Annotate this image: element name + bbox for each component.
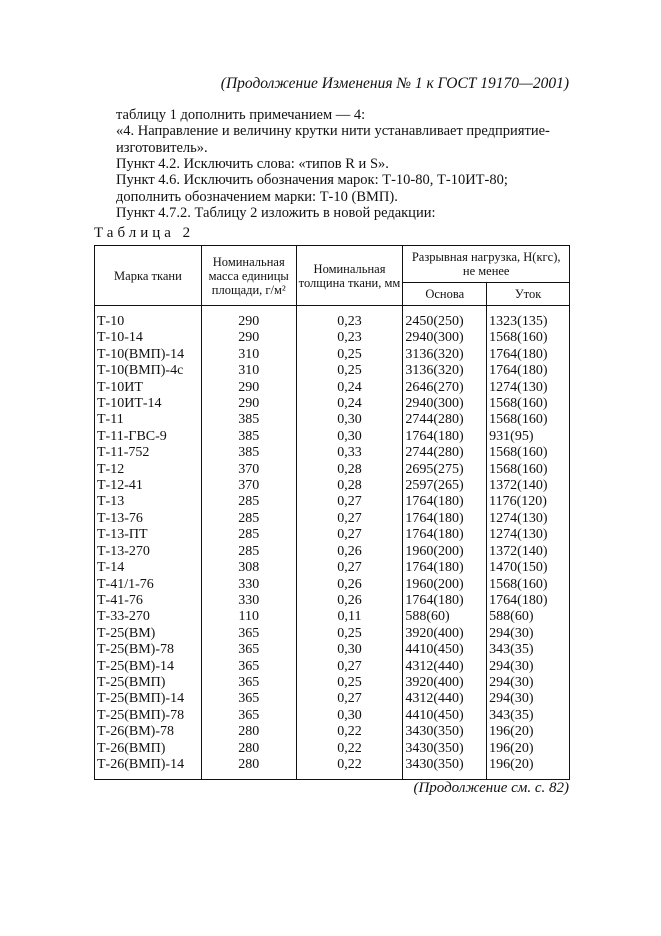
table-cell: 0,28 — [296, 462, 403, 478]
table-cell: 0,28 — [296, 478, 403, 494]
table-cell: 285 — [201, 527, 296, 543]
fabric-table — [94, 245, 570, 780]
table-cell: 2940(300) — [403, 330, 487, 346]
table-cell: 196(20) — [487, 757, 570, 780]
header-mark: Марка ткани — [95, 246, 202, 306]
paragraph-note-addition: таблицу 1 дополнить примечанием — 4: — [116, 107, 366, 123]
table-cell: 0,22 — [296, 724, 403, 740]
table-cell: 294(30) — [487, 626, 570, 642]
table-row — [95, 577, 570, 593]
table-row — [95, 445, 570, 461]
table-cell: 1323(135) — [487, 306, 570, 331]
table-cell: 1764(180) — [403, 593, 487, 609]
table-cell: 0,30 — [296, 429, 403, 445]
table-cell: 310 — [201, 363, 296, 379]
table-cell: 3430(350) — [403, 724, 487, 740]
table-cell: 330 — [201, 577, 296, 593]
table-cell: 1960(200) — [403, 577, 487, 593]
table-cell: 294(30) — [487, 659, 570, 675]
table-cell: Т-11-ГВС-9 — [95, 429, 202, 445]
table-cell: 385 — [201, 445, 296, 461]
table-cell: 385 — [201, 429, 296, 445]
table-cell: Т-10-14 — [95, 330, 202, 346]
table-cell: 290 — [201, 306, 296, 331]
header-thickness: Номинальная толщина ткани, мм — [296, 246, 403, 306]
table-cell: Т-11-752 — [95, 445, 202, 461]
table-cell: Т-13-ПТ — [95, 527, 202, 543]
table-row — [95, 363, 570, 379]
table-row — [95, 412, 570, 428]
table-row — [95, 626, 570, 642]
header-weft: Уток — [487, 283, 570, 306]
table-row — [95, 659, 570, 675]
table-row — [95, 347, 570, 363]
table-cell: 294(30) — [487, 691, 570, 707]
table-cell: 3136(320) — [403, 363, 487, 379]
table-cell: 1764(180) — [487, 347, 570, 363]
table-cell: 110 — [201, 609, 296, 625]
table-cell: 1764(180) — [403, 560, 487, 576]
table-cell: Т-10ИТ-14 — [95, 396, 202, 412]
table-cell: 330 — [201, 593, 296, 609]
table-cell: 343(35) — [487, 708, 570, 724]
table-cell: 0,23 — [296, 330, 403, 346]
table-row — [95, 396, 570, 412]
table-cell: Т-41/1-76 — [95, 577, 202, 593]
table-cell: 365 — [201, 626, 296, 642]
table-row — [95, 330, 570, 346]
table-cell: 290 — [201, 396, 296, 412]
table-row — [95, 478, 570, 494]
paragraph-clause-4-7-2: Пункт 4.7.2. Таблицу 2 изложить в новой редакции: — [116, 205, 436, 221]
table-cell: Т-14 — [95, 560, 202, 576]
table-cell: 0,25 — [296, 626, 403, 642]
table-cell: 196(20) — [487, 724, 570, 740]
table-cell: 4312(440) — [403, 659, 487, 675]
table-cell: 1274(130) — [487, 527, 570, 543]
table-cell: 3920(400) — [403, 626, 487, 642]
table-row — [95, 511, 570, 527]
table-cell: 280 — [201, 724, 296, 740]
table-cell: 2695(275) — [403, 462, 487, 478]
table-cell: 0,30 — [296, 708, 403, 724]
table-cell: 1372(140) — [487, 544, 570, 560]
table-cell: 385 — [201, 412, 296, 428]
table-cell: Т-13-270 — [95, 544, 202, 560]
paragraph-note-text: «4. Направление и величину крутки нити устанавливает предприятие-изготовитель». — [116, 123, 550, 156]
table-cell: 1568(160) — [487, 462, 570, 478]
table-cell: Т-25(ВМ) — [95, 626, 202, 642]
table-cell: 931(95) — [487, 429, 570, 445]
table-cell: 0,27 — [296, 691, 403, 707]
table-cell: 294(30) — [487, 675, 570, 691]
table-cell: Т-12 — [95, 462, 202, 478]
table-cell: 0,30 — [296, 642, 403, 658]
table-cell: Т-25(ВМП)-14 — [95, 691, 202, 707]
table-row — [95, 544, 570, 560]
table-row — [95, 527, 570, 543]
table-cell: 290 — [201, 330, 296, 346]
table-cell: 3430(350) — [403, 757, 487, 780]
table-cell: 1274(130) — [487, 511, 570, 527]
table-cell: 285 — [201, 494, 296, 510]
table-cell: 0,26 — [296, 544, 403, 560]
table-cell: 0,25 — [296, 347, 403, 363]
table-cell: 365 — [201, 708, 296, 724]
table-cell: Т-10(ВМП)-14 — [95, 347, 202, 363]
table-cell: 1568(160) — [487, 412, 570, 428]
table-cell: 0,27 — [296, 494, 403, 510]
table-cell: 4410(450) — [403, 642, 487, 658]
table-cell: 1372(140) — [487, 478, 570, 494]
table-cell: 0,22 — [296, 741, 403, 757]
table-cell: 280 — [201, 741, 296, 757]
table-cell: 365 — [201, 642, 296, 658]
table-cell: 365 — [201, 691, 296, 707]
table-cell: Т-10(ВМП)-4с — [95, 363, 202, 379]
table-cell: 0,26 — [296, 577, 403, 593]
table-cell: 0,33 — [296, 445, 403, 461]
table-cell: 0,25 — [296, 363, 403, 379]
table-cell: 1176(120) — [487, 494, 570, 510]
table-cell: 343(35) — [487, 642, 570, 658]
table-cell: 1568(160) — [487, 396, 570, 412]
paragraph-clause-4-2: Пункт 4.2. Исключить слова: «типов R и S». — [116, 156, 389, 172]
table-cell: 1274(130) — [487, 380, 570, 396]
table-row — [95, 462, 570, 478]
table-row — [95, 593, 570, 609]
table-cell: 0,23 — [296, 306, 403, 331]
table-row — [95, 741, 570, 757]
table-cell: Т-11 — [95, 412, 202, 428]
table-row — [95, 560, 570, 576]
header-mass: Номинальная масса единицы площади, г/м² — [201, 246, 296, 306]
table-row — [95, 642, 570, 658]
table-cell: Т-10ИТ — [95, 380, 202, 396]
table-cell: 1764(180) — [487, 363, 570, 379]
table-cell: 0,27 — [296, 527, 403, 543]
table-cell: Т-26(ВМП) — [95, 741, 202, 757]
header-breaking-load: Разрывная нагрузка, Н(кгс), не менее — [403, 246, 570, 283]
table-cell: Т-26(ВМ)-78 — [95, 724, 202, 740]
table-cell: 285 — [201, 544, 296, 560]
table-cell: 2744(280) — [403, 445, 487, 461]
table-cell: 1764(180) — [403, 511, 487, 527]
table-cell: Т-25(ВМ)-14 — [95, 659, 202, 675]
table-row — [95, 724, 570, 740]
table-cell: 2597(265) — [403, 478, 487, 494]
table-cell: 370 — [201, 462, 296, 478]
table-cell: 285 — [201, 511, 296, 527]
table-cell: 0,25 — [296, 675, 403, 691]
table-cell: Т-25(ВМ)-78 — [95, 642, 202, 658]
table-row — [95, 691, 570, 707]
table-row — [95, 306, 570, 331]
table-cell: Т-13 — [95, 494, 202, 510]
table-cell: 365 — [201, 675, 296, 691]
table-cell: Т-12-41 — [95, 478, 202, 494]
table-cell: 0,24 — [296, 396, 403, 412]
table-cell: 1764(180) — [487, 593, 570, 609]
table-cell: 2646(270) — [403, 380, 487, 396]
table-cell: 0,26 — [296, 593, 403, 609]
table-cell: 1960(200) — [403, 544, 487, 560]
table-cell: 370 — [201, 478, 296, 494]
table-cell: 0,22 — [296, 757, 403, 780]
table-cell: Т-13-76 — [95, 511, 202, 527]
table-body — [95, 306, 570, 780]
table-cell: 1764(180) — [403, 527, 487, 543]
table-row — [95, 675, 570, 691]
table-cell: 365 — [201, 659, 296, 675]
table-cell: 4312(440) — [403, 691, 487, 707]
table-cell: 3136(320) — [403, 347, 487, 363]
table-row — [95, 380, 570, 396]
table-cell: 308 — [201, 560, 296, 576]
paragraph-clause-4-6: Пункт 4.6. Исключить обозначения марок: Т-10-80, Т-10ИТ-80; дополнить обозначением марки: Т-10 (ВМП). — [116, 172, 508, 205]
table-row — [95, 757, 570, 780]
table-cell: 1764(180) — [403, 494, 487, 510]
table-cell: 0,27 — [296, 659, 403, 675]
header-warp: Основа — [403, 283, 487, 306]
table-cell: 0,24 — [296, 380, 403, 396]
table-row — [95, 429, 570, 445]
table-cell: 1568(160) — [487, 330, 570, 346]
table-cell: 4410(450) — [403, 708, 487, 724]
table-row — [95, 494, 570, 510]
table-cell: 1568(160) — [487, 445, 570, 461]
table-cell: 280 — [201, 757, 296, 780]
table-cell: 3920(400) — [403, 675, 487, 691]
table-cell: Т-26(ВМП)-14 — [95, 757, 202, 780]
table-cell: 2450(250) — [403, 306, 487, 331]
table-row — [95, 609, 570, 625]
table-cell: 2940(300) — [403, 396, 487, 412]
table-cell: 588(60) — [403, 609, 487, 625]
table-row — [95, 708, 570, 724]
table-cell: 290 — [201, 380, 296, 396]
table-cell: Т-25(ВМП) — [95, 675, 202, 691]
table-cell: 196(20) — [487, 741, 570, 757]
table-cell: 0,11 — [296, 609, 403, 625]
table-cell: 0,27 — [296, 511, 403, 527]
table-cell: 1470(150) — [487, 560, 570, 576]
table-cell: 0,30 — [296, 412, 403, 428]
table-cell: Т-25(ВМП)-78 — [95, 708, 202, 724]
table-cell: 1764(180) — [403, 429, 487, 445]
table-cell: Т-41-76 — [95, 593, 202, 609]
table-cell: 310 — [201, 347, 296, 363]
page-header: (Продолжение Изменения № 1 к ГОСТ 19170—2001) — [220, 75, 569, 92]
table-cell: 1568(160) — [487, 577, 570, 593]
table-cell: 3430(350) — [403, 741, 487, 757]
table-cell: 2744(280) — [403, 412, 487, 428]
page-footer: (Продолжение см. с. 82) — [413, 780, 569, 796]
table-cell: 588(60) — [487, 609, 570, 625]
table-title: Таблица 2 — [94, 225, 195, 241]
table-cell: 0,27 — [296, 560, 403, 576]
table-cell: Т-33-270 — [95, 609, 202, 625]
table-cell: Т-10 — [95, 306, 202, 331]
